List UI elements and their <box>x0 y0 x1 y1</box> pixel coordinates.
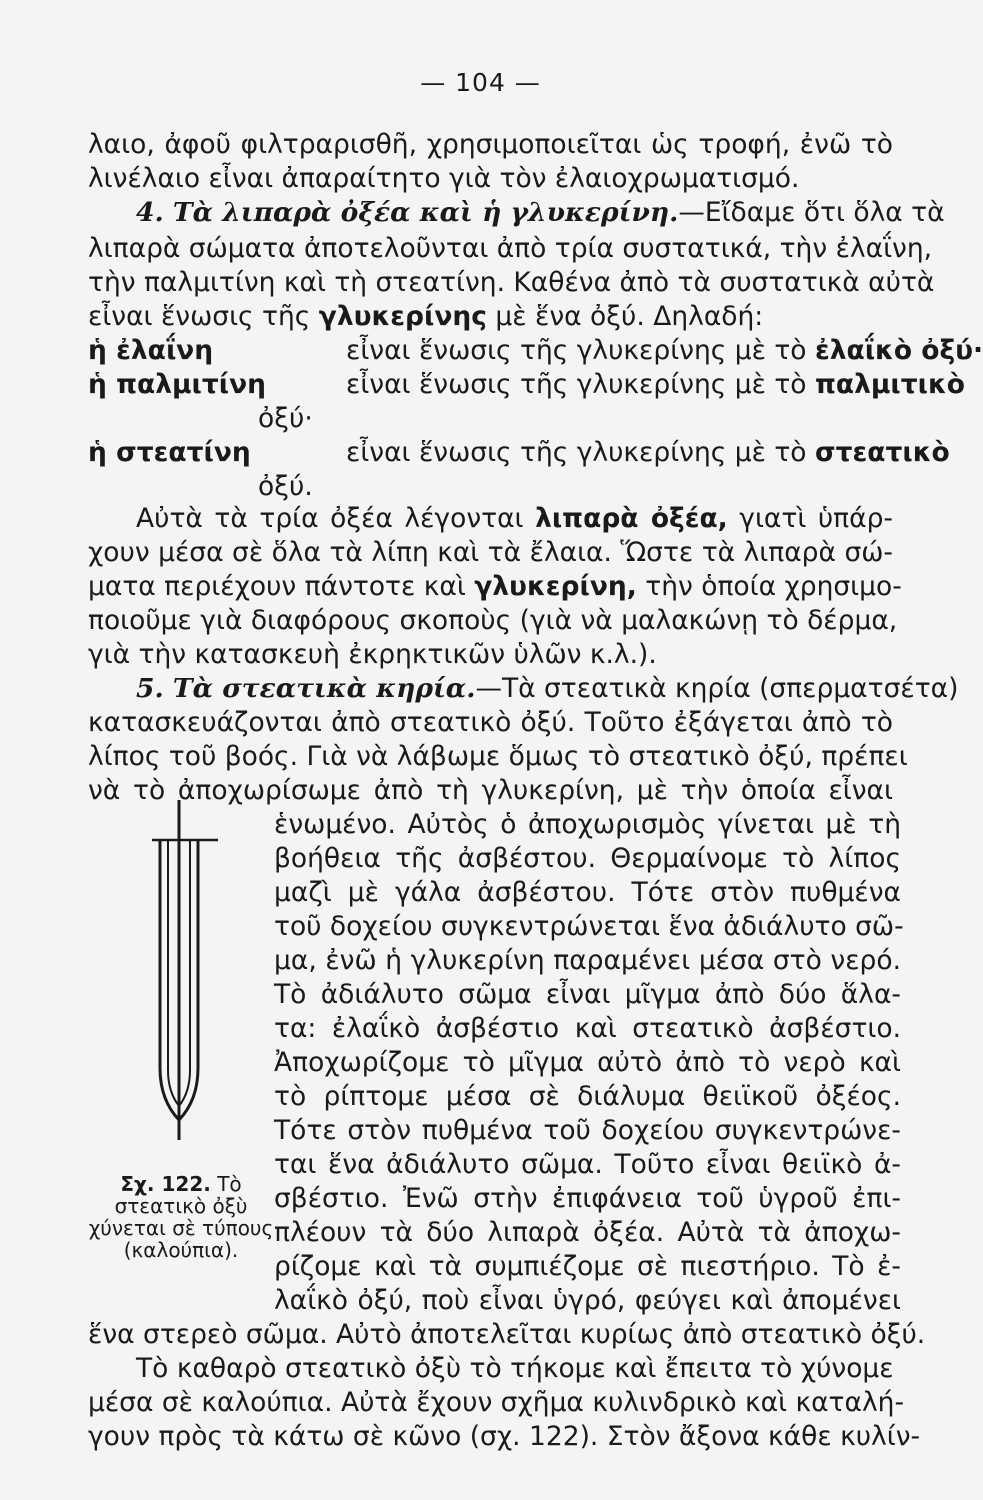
text-line: τὴν παλμιτίνη καὶ τὴ στεατίνη. Καθένα ἀπὸ τὰ συστατικὰ αὐτὰ <box>88 267 935 298</box>
term-fatty-acids: λιπαρὰ ὀξέα, <box>535 503 728 534</box>
text-line: λιπαρὰ σώματα ἀποτελοῦνται ἀπὸ τρία συστατικά, τὴν ἐλαΐνη, <box>88 233 933 264</box>
text-line: λίπος τοῦ βοός. Γιὰ νὰ λάβωμε ὅμως τὸ στεατικὸ ὀξύ, πρέπει <box>88 741 908 772</box>
section-4-heading-line <box>88 196 945 230</box>
section-5-heading-line <box>88 672 959 706</box>
figure-label: Σχ. 122. <box>120 1172 211 1196</box>
text-line: μέσα σὲ καλούπια. Αὐτὰ ἔχουν σχῆμα κυλινδρικὸ καὶ καταλή- <box>88 1387 905 1418</box>
text-line: λινέλαιο εἶναι ἀπαραίτητο γιὰ τὸν ἐλαιοχρωματισμό. <box>88 163 800 194</box>
text-run: τὴν ὁποία χρησιμο- <box>645 571 902 602</box>
text-line: Ἀποχωρίζομε τὸ μῖγμα αὐτὸ ἀπὸ τὸ νερὸ καὶ <box>274 1047 901 1078</box>
section-5-intro: —Τὰ στεατικὰ κηρία (σπερματσέτα) <box>475 673 959 704</box>
definition-term: ἡ παλμιτίνη <box>88 369 267 400</box>
term-glycerine: γλυκερίνης <box>318 301 487 332</box>
text-line: πλέουν τὰ δύο λιπαρὰ ὀξέα. Αὐτὰ τὰ ἀποχω- <box>274 1217 901 1248</box>
text-line: Τὸ ἀδιάλυτο σῶμα εἶναι μῖγμα ἀπὸ δύο ἅλα- <box>274 979 901 1010</box>
text-line: γουν πρὸς τὰ κάτω σὲ κῶνο (σχ. 122). Στὸν ἄξονα κάθε κυλίν- <box>88 1421 921 1452</box>
definition-acid: παλμιτικὸ <box>814 369 965 400</box>
text-line: βοήθεια τῆς ἀσβέστου. Θερμαίνομε τὸ λίπος <box>274 843 901 874</box>
text-run: Αὐτὰ τὰ τρία ὀξέα λέγονται <box>136 503 524 534</box>
definition-acid: στεατικὸ <box>814 437 950 468</box>
text-line: λαιο, ἀφοῦ φιλτραρισθῆ, χρησιμοποιεῖται ὡς τροφή, ἐνῶ τὸ <box>88 129 893 160</box>
definition-body <box>346 436 950 470</box>
section-4-title: 4. Τὰ λιπαρὰ ὀξέα καὶ ἡ γλυκερίνη. <box>136 197 679 228</box>
definition-continuation: ὀξύ. <box>258 471 313 502</box>
definition-acid: ἐλαΐκὸ ὀξύ· <box>814 335 983 366</box>
definition-text: εἶναι ἕνωσις τῆς γλυκερίνης μὲ τὸ <box>346 369 807 400</box>
text-line: κατασκευάζονται ἀπὸ στεατικὸ ὀξύ. Τοῦτο ἐξάγεται ἀπὸ τὸ <box>88 707 893 738</box>
text-line: ρίζομε καὶ τὰ συμπιέζομε σὲ πιεστήριο. Τὸ ἐ- <box>274 1251 901 1282</box>
figure-caption <box>88 1173 274 1261</box>
definition-term: ἡ ἐλαΐνη <box>88 335 214 366</box>
text-line: γιὰ τὴν κατασκευὴ ἐκρηκτικῶν ὑλῶν κ.λ.). <box>88 639 657 670</box>
text-run: εἶναι ἕνωσις τῆς <box>88 301 311 332</box>
text-line: ἑνωμένο. Αὐτὸς ὁ ἀποχωρισμὸς γίνεται μὲ τὴ <box>274 809 901 840</box>
definition-stearine <box>88 436 950 470</box>
text-line: τὸ ρίπτομε μέσα σὲ διάλυμα θειϊκοῦ ὀξέος. <box>274 1081 901 1112</box>
text-line <box>88 502 893 536</box>
mold-illustration <box>138 800 228 1160</box>
definition-text: εἶναι ἕνωσις τῆς γλυκερίνης μὲ τὸ <box>346 437 807 468</box>
page-number: — 104 — <box>420 68 541 97</box>
definition-body <box>346 368 965 402</box>
text-run: μὲ ἕνα ὀξύ. Δηλαδή: <box>495 301 764 332</box>
text-line: μα, ἐνῶ ἡ γλυκερίνη παραμένει μέσα στὸ νερό. <box>274 945 901 976</box>
definition-body <box>346 334 983 368</box>
text-line: ἕνα στερεὸ σῶμα. Αὐτὸ ἀποτελεῖται κυρίως ἀπὸ στεατικὸ ὀξύ. <box>88 1319 926 1350</box>
text-line: μαζὶ μὲ γάλα ἀσβέστου. Τότε στὸν πυθμένα <box>274 877 901 908</box>
term-glycerine: γλυκερίνη, <box>474 571 637 602</box>
text-line: Τὸ καθαρὸ στεατικὸ ὀξὺ τὸ τήκομε καὶ ἔπειτα τὸ χύνομε <box>136 1353 894 1384</box>
text-line: χουν μέσα σὲ ὅλα τὰ λίπη καὶ τὰ ἔλαια. Ὥστε τὰ λιπαρὰ σώ- <box>88 537 893 568</box>
text-line <box>88 300 763 334</box>
definition-text: εἶναι ἕνωσις τῆς γλυκερίνης μὲ τὸ <box>346 335 807 366</box>
text-line: τα: ἐλαΐκὸ ἀσβέστιο καὶ στεατικὸ ἀσβέστιο. <box>274 1013 901 1044</box>
section-5-title: 5. Τὰ στεατικὰ κηρία. <box>136 673 476 704</box>
definition-elaine <box>88 334 983 368</box>
text-line: λαΐκὸ ὀξύ, ποὺ εἶναι ὑγρό, φεύγει καὶ ἀπομένει <box>274 1285 901 1316</box>
text-run: γιατὶ ὑπάρ- <box>739 503 893 534</box>
text-line: νὰ τὸ ἀποχωρίσωμε ἀπὸ τὴ γλυκερίνη, μὲ τὴν ὁποία εἶναι <box>88 775 893 806</box>
text-line: τοῦ δοχείου συγκεντρώνεται ἕνα ἀδιάλυτο σῶ- <box>274 911 904 942</box>
text-line <box>88 570 902 604</box>
figure-caption-text: Τὸ στεατικὸ ὀξὺ χύνεται σὲ τύπους (καλούπια). <box>88 1172 274 1262</box>
text-line: σβέστιο. Ἐνῶ στὴν ἐπιφάνεια τοῦ ὑγροῦ ἐπι- <box>274 1183 901 1214</box>
text-line: ποιοῦμε γιὰ διαφόρους σκοποὺς (γιὰ νὰ μαλακώνῃ τὸ δέρμα, <box>88 605 898 636</box>
definition-term: ἡ στεατίνη <box>88 437 251 468</box>
text-line: Τότε στὸν πυθμένα τοῦ δοχείου συγκεντρώνε- <box>274 1115 901 1146</box>
definition-palmitine <box>88 368 965 402</box>
text-line: ται ἕνα ἀδιάλυτο σῶμα. Τοῦτο εἶναι θειϊκὸ ἀ- <box>274 1149 901 1180</box>
text-run: ματα περιέχουν πάντοτε καὶ <box>88 571 466 602</box>
section-4-intro: —Εἴδαμε ὅτι ὅλα τὰ <box>678 197 945 228</box>
definition-continuation: ὀξύ· <box>258 403 313 434</box>
